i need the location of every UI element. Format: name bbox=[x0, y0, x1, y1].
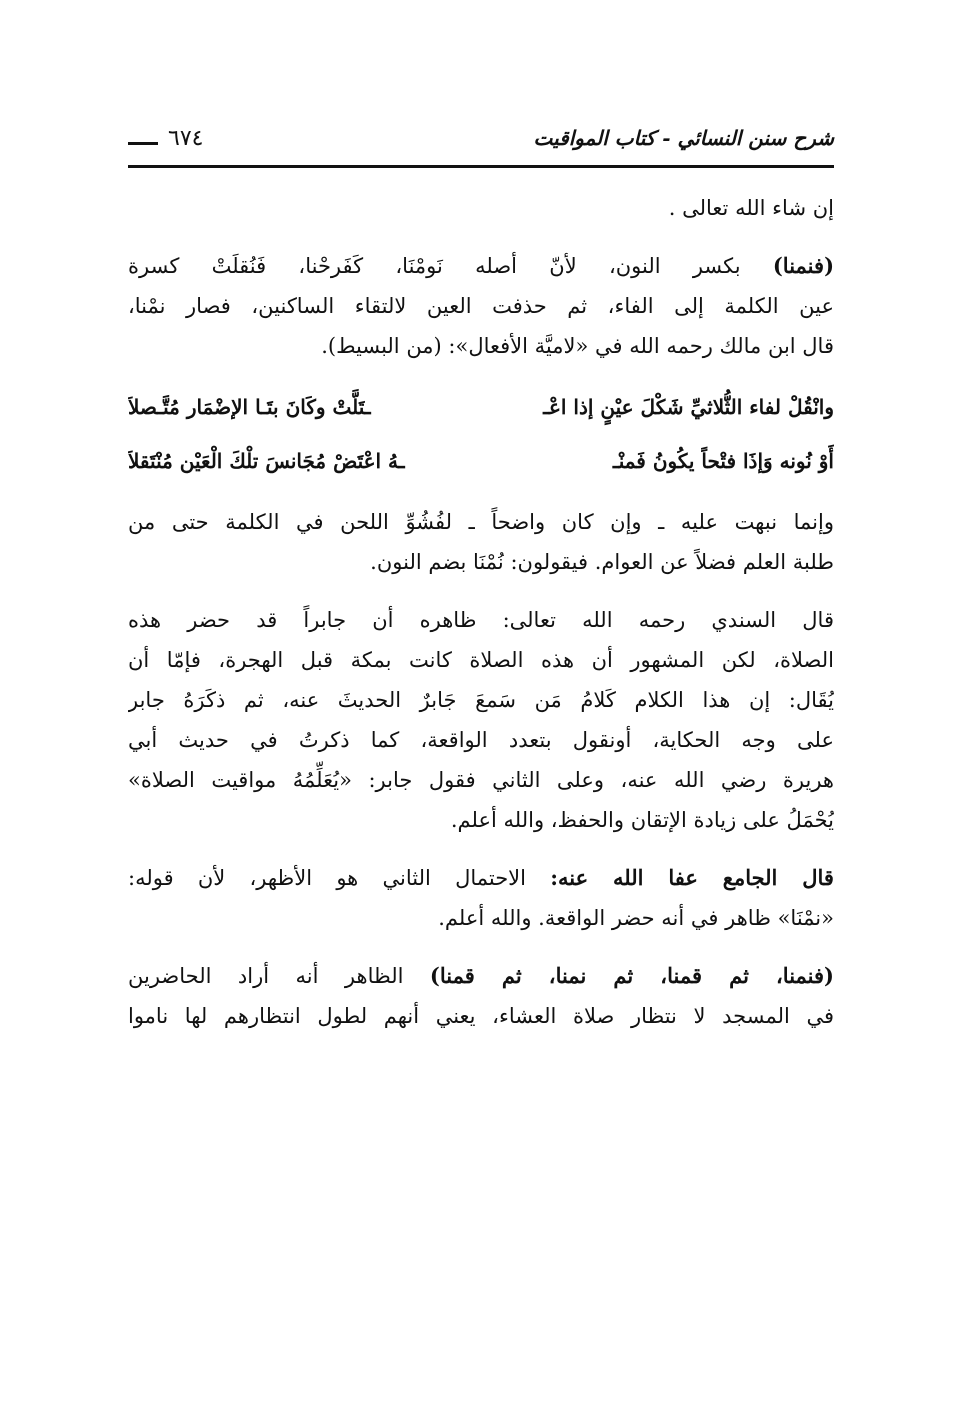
paragraph-hadith-quote bbox=[128, 956, 834, 1036]
poem-verse bbox=[128, 380, 834, 434]
page-body bbox=[128, 188, 834, 1036]
bold-lead: قال الجامع عفا الله عنه: bbox=[550, 865, 834, 890]
text-line: هريرة رضي الله عنه، وعلى الثاني فقول جابر: «يُعَلِّمُهُ مواقيت الصلاة» bbox=[128, 768, 834, 792]
continuation-line: إن شاء الله تعالى . bbox=[668, 196, 834, 220]
text-line: طلبة العلم فضلاً عن العوام. فيقولون: نُمْنَا بضم النون. bbox=[370, 550, 834, 574]
text-line: وإنما نبهت عليه ـ وإن كان واضحاً ـ لفُشُوِّ اللحن في الكلمة حتى من bbox=[128, 510, 834, 534]
text-line: قال السندي رحمه الله تعالى: ظاهره أن جابراً قد حضر هذه bbox=[128, 608, 834, 632]
text-line: يُقَال: إن هذا الكلام كَلامُ مَن سَمعَ جَابرٌ الحديثَ عنه، ثم ذكَرَهُ جابر bbox=[128, 688, 834, 712]
paragraph-jami bbox=[128, 858, 834, 938]
bold-quote: (فنمنا) bbox=[772, 253, 834, 278]
bold-quote: (فنمنا، ثم قمنا، ثم نمنا، ثم قمنا) bbox=[429, 963, 834, 988]
verse-second-hemistich: ـتَلَّتْ وكَانَ بتَـا الإضْمَار مُتَّـصلاَ bbox=[128, 395, 371, 419]
paragraph-famnana bbox=[128, 246, 834, 366]
text-line: عين الكلمة إلى الفاء، ثم حذفت العين لالتقاء الساكنين، فصار نمْنا، bbox=[128, 294, 834, 318]
text-line: قال ابن مالك رحمه الله في «لاميَّة الأفعال»: (من البسيط). bbox=[321, 334, 834, 358]
text-line: في المسجد لا نتظار صلاة العشاء، يعني أنهم لطول انتظارهم لها ناموا bbox=[128, 1004, 834, 1028]
verse-first-hemistich: أَوْ نُونه وَإذَا فتْحاً يكُونُ فَمنْـ bbox=[612, 449, 834, 473]
text-line: على وجه الحكاية، أونقول بتعدد الواقعة، كما ذكرتُ في حديث أبي bbox=[128, 728, 834, 752]
page-number: ٦٧٤ bbox=[168, 126, 204, 151]
header-rule bbox=[128, 165, 834, 168]
text-line: قال الجامع عفا الله عنه: الاحتمال الثاني هو الأظهر، لأن قوله: bbox=[128, 865, 834, 890]
poem bbox=[128, 380, 834, 488]
paragraph-sindi bbox=[128, 600, 834, 840]
text-line: «نمْنَا» ظاهر في أنه حضر الواقعة. والله أعلم. bbox=[438, 906, 834, 930]
text-line: (فنمنا) بكسر النون، لأنّ أصله نَومْنَا، كَفَرحْنا، فَنُقلَتْ كسرة bbox=[128, 253, 834, 278]
text-line: الصلاة، لكن المشهور أن هذه الصلاة كانت بمكة قبل الهجرة، فإمّا أن bbox=[128, 648, 834, 672]
verse-first-hemistich: وانْقُلْ لفاء الثُّلاثيِّ شَكْلَ عيْنٍ إذا اعْـ bbox=[543, 395, 834, 419]
running-title: شرح سنن النسائي - كتاب المواقيت bbox=[533, 126, 834, 150]
poem-verse bbox=[128, 434, 834, 488]
text-line: يُحْمَلُ على زيادة الإتقان والحفظ، والله أعلم. bbox=[450, 808, 834, 832]
paragraph-note bbox=[128, 502, 834, 582]
text-line: (فنمنا، ثم قمنا، ثم نمنا، ثم قمنا) الظاهر أنه أراد الحاضرين bbox=[128, 963, 834, 988]
verse-second-hemistich: ـهُ اعْتَضْ مُجَانسَ تلْكَ الْعَيْن مُنْتَقلاَ bbox=[128, 449, 405, 473]
page-number-dash bbox=[128, 142, 158, 145]
page-header bbox=[128, 122, 834, 168]
